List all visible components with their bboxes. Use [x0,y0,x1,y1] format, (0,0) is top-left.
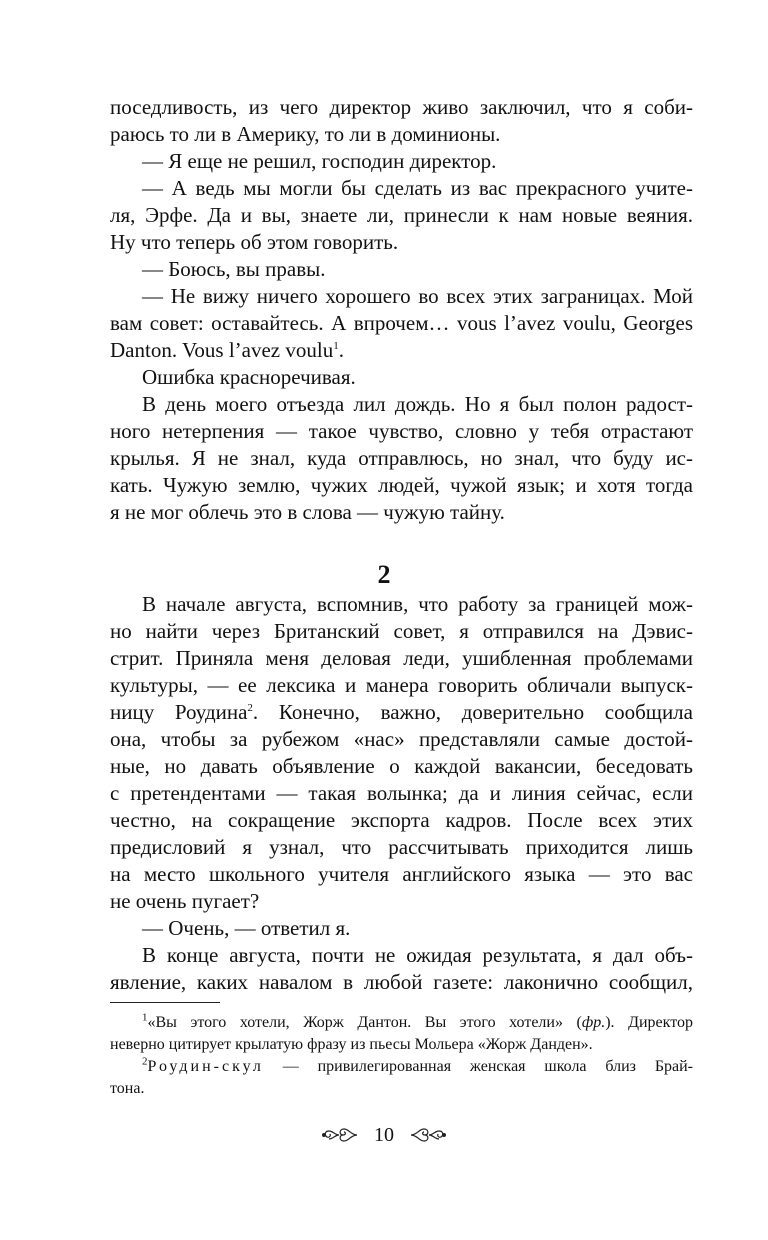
text-line: Ошибка красноречивая. [142,365,356,389]
text-line: я не мог облечь это в слова — чужую тайну. [110,500,505,524]
text-line-with-footnote [110,337,693,364]
text-line: В день моего отъезда лил дождь. Но я был полон радост- [142,392,693,416]
text-line: на место школьного учителя английского языка — это вас [110,862,693,886]
text-line: ля, Эрфе. Да и вы, знаете ли, принесли к нам новые веяния. [110,203,693,227]
footnote-2-cont: тона. [110,1080,145,1097]
text-line: крылья. Я не знал, куда отправлюсь, но знал, что буду ис- [110,446,693,470]
text-line: стрит. Приняла меня деловая леди, ушибленная проблемами [110,646,693,670]
text-block-chapter-2 [110,591,693,996]
text-line: поседливость, из чего директор живо заключил, что я соби- [110,95,693,119]
text-fragment: . [338,338,344,362]
text-line: явление, каких навалом в любой газете: лаконично сообщил, [110,970,693,994]
text-line: В конце августа, почти не ожидая результата, я дал объ- [142,943,693,967]
text-line: с претендентами — такая волынка; да и линия сейчас, если [110,781,693,805]
text-line: Ну что теперь об этом говорить. [110,230,399,254]
text-line-with-footnote [110,699,693,726]
text-line: ного нетерпения — такое чувство, словно у тебя отрастают [110,419,693,443]
text-line: честно, на сокращение экспорта кадров. После всех этих [110,808,693,832]
text-line: ные, но давать объявление о каждой вакансии, беседовать [110,754,693,778]
text-line: — А ведь мы могли бы сделать из вас прекрасного учите- [142,176,693,200]
text-fragment: Danton. Vous l’avez voulu [110,338,334,362]
text-fragment: ницу Роудина [110,700,248,724]
footnote-2 [110,1056,693,1078]
footnote-text: «Вы этого хотели, Жорж Дантон. Вы этого хотели» ( [147,1014,582,1031]
footnote-text: — привилегированная женская школа близ Брай- [263,1058,693,1075]
footnote-mark-1: 1 [142,1011,148,1024]
text-line: раюсь то ли в Америку, то ли в доминионы. [110,122,501,146]
page-folio [0,1123,768,1147]
text-fragment: . Конечно, важно, доверительно сообщила [252,700,693,724]
text-line: вам совет: оставайтесь. А впрочем… vous l’avez voulu, Georges [110,311,693,335]
text-line: она, чтобы за рубежом «нас» представляли самые достой- [110,727,693,751]
text-line: культуры, — ее лексика и манера говорить обличали выпуск- [110,673,693,697]
text-line: — Я еще не решил, господин директор. [142,149,497,173]
text-line: — Не вижу ничего хорошего во всех этих заграницах. Мой [142,284,693,308]
text-block-top [110,94,693,526]
chapter-number: 2 [377,560,391,589]
text-line: — Очень, — ответил я. [142,916,351,940]
footnote-text: ). Директор [605,1014,694,1031]
text-line: предисловий я узнал, что рассчитывать приходится лишь [110,835,693,859]
footnotes [110,1012,693,1100]
footnote-ref-1: 1 [333,340,339,352]
footnote-separator [110,1002,220,1003]
text-line: но найти через Британский совет, я отправился на Дэвис- [110,619,693,643]
footnote-term: Роудин-скул [147,1058,264,1075]
footnote-mark-2: 2 [142,1055,148,1068]
footnote-1-cont: неверно цитирует крылатую фразу из пьесы Мольера «Жорж Данден». [110,1036,593,1053]
floral-ornament-right-icon [409,1125,447,1145]
text-line: В начале августа, вспомнив, что работу за границей мож- [142,592,693,616]
text-line: не очень пугает? [110,889,260,913]
footnote-1 [110,1012,693,1034]
footnote-ref-2: 2 [247,702,253,714]
page-number: 10 [374,1123,394,1146]
footnote-abbrev: фр. [581,1014,606,1031]
floral-ornament-left-icon [321,1125,359,1145]
text-line: кать. Чужую землю, чужих людей, чужой язык; и хотя тогда [110,473,693,497]
text-line: — Боюсь, вы правы. [142,257,326,281]
